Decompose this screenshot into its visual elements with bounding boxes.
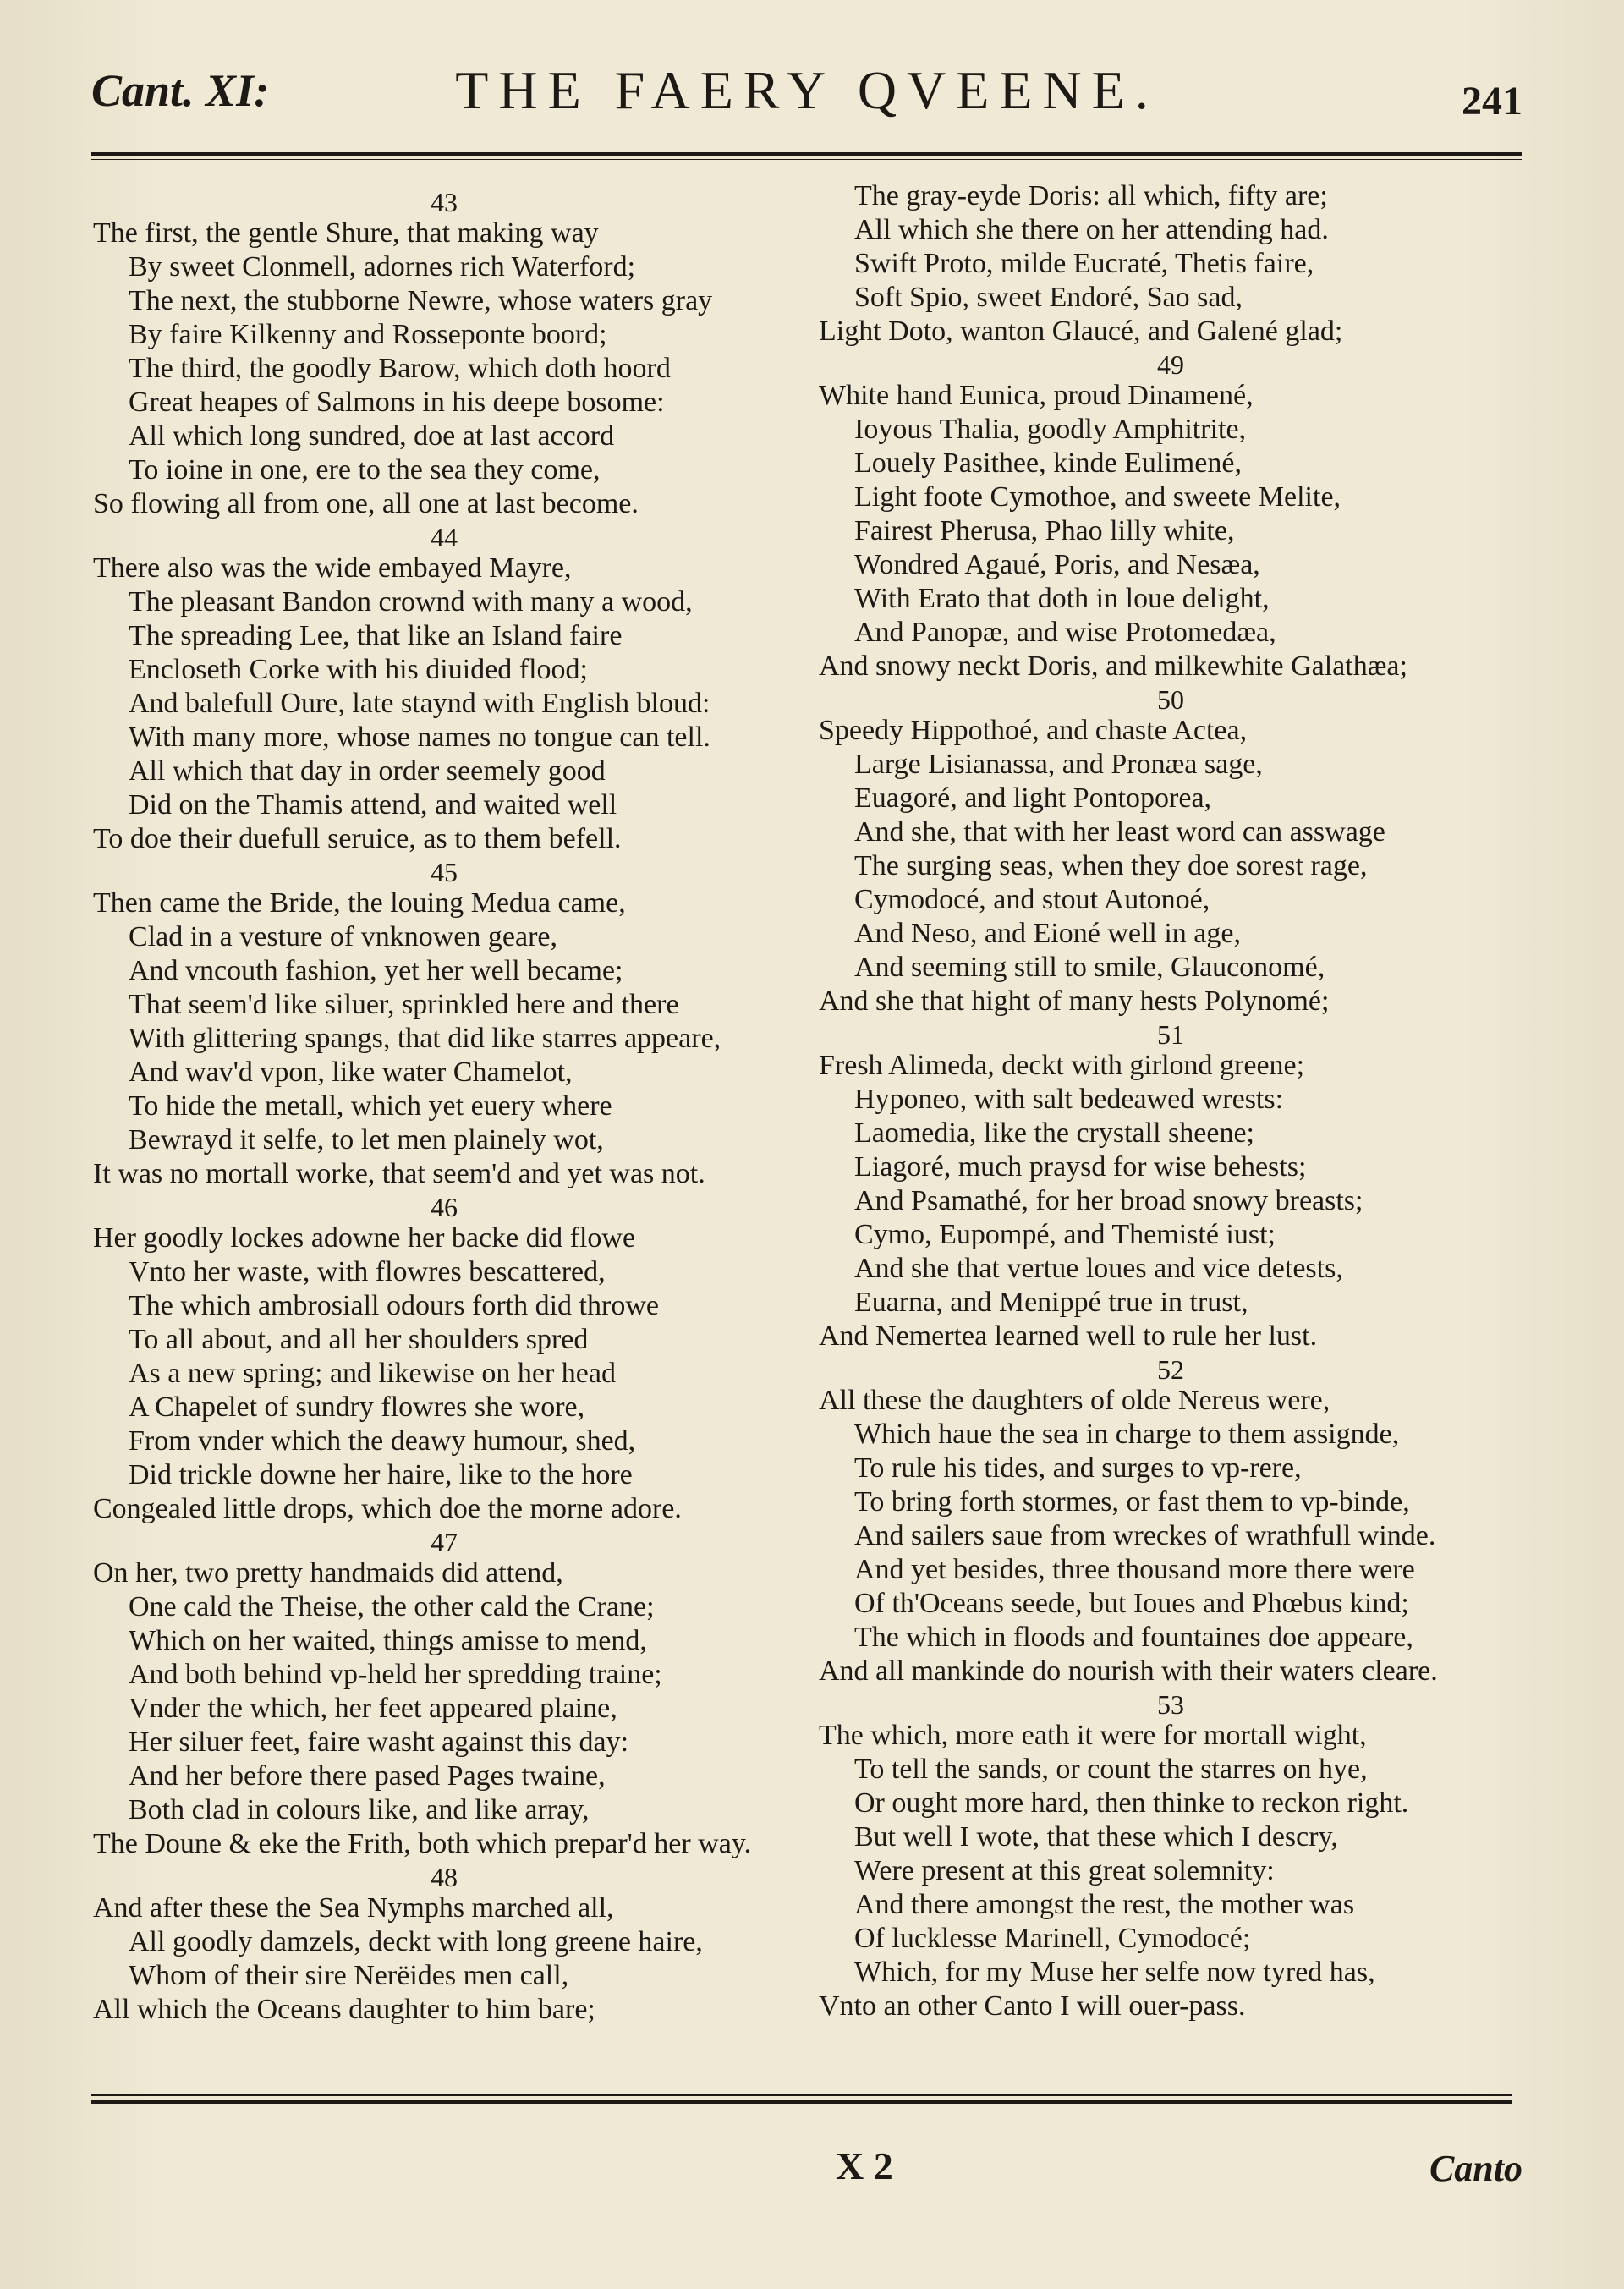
verse-line: Light Doto, wanton Glaucé, and Galené glad; [819,316,1343,347]
verse-line: The which, more eath it were for mortall wight, [819,1720,1367,1751]
verse-line: Fairest Pherusa, Phao lilly white, [854,515,1235,546]
book-title: THE FAERY QVEENE. [455,60,1159,120]
verse-line: Which haue the sea in charge to them assignde, [854,1419,1400,1450]
verse-line: Vnder the which, her feet appeared plaine, [129,1693,617,1724]
verse-line: So flowing all from one, all one at last become. [93,488,639,519]
verse-line: All which long sundred, doe at last accord [129,420,615,452]
verse-line: And snowy neckt Doris, and milkewhite Galathæa; [819,650,1407,682]
verse-line: With glittering spangs, that did like starres appeare, [129,1023,721,1054]
verse-line: The first, the gentle Shure, that making way [93,217,599,249]
verse-line: Fresh Alimeda, deckt with girlond greene; [819,1050,1305,1081]
verse-line: And Psamathé, for her broad snowy breasts; [854,1185,1363,1216]
signature-mark: X 2 [836,2144,893,2187]
stanza [819,1018,1522,1353]
verse-line: The gray-eyde Doris: all which, fifty are; [854,180,1328,211]
stanza [819,349,1522,683]
verse-line: Congealed little drops, which doe the morne adore. [93,1493,682,1524]
verse-line: Cymodocé, and stout Autonoé, [854,884,1210,915]
verse-line: Then came the Bride, the louing Medua came, [93,887,626,919]
verse-line: As a new spring; and likewise on her head [129,1358,616,1389]
stanza [93,521,795,856]
verse-line: To rule his tides, and surges to vp-rere, [854,1452,1302,1484]
verse-line: And there amongst the rest, the mother was [854,1889,1355,1920]
verse-line: Of th'Oceans seede, but Ioues and Phœbus kind; [854,1588,1409,1619]
verse-line: The next, the stubborne Newre, whose waters gray [129,285,713,316]
stanza-number: 48 [431,1862,458,1892]
verse-line: Both clad in colours like, and like array, [129,1794,590,1825]
verse-line: That seem'd like siluer, sprinkled here and there [129,989,679,1020]
stanza [93,186,795,521]
verse-line: To hide the metall, which yet euery where [129,1090,612,1122]
stanza-number: 45 [431,857,458,887]
right-column [819,179,1522,2023]
verse-line: Great heapes of Salmons in his deepe bosome: [129,387,665,418]
verse-line: With many more, whose names no tongue can tell. [129,722,710,753]
stanza-number: 53 [1157,1689,1184,1720]
left-column [93,186,795,2027]
stanza-number: 49 [1157,349,1184,380]
verse-line: Did trickle downe her haire, like to the hore [129,1459,633,1490]
verse-line: Euagoré, and light Pontoporea, [854,782,1212,814]
header-rule [91,152,1522,160]
canto-label: Cant. XI: [91,65,270,116]
verse-line: Swift Proto, milde Eucraté, Thetis faire, [854,248,1314,279]
verse-line: And her before there pased Pages twaine, [129,1760,606,1792]
stanza-number: 50 [1157,684,1184,715]
verse-line: To tell the sands, or count the starres on hye, [854,1754,1368,1785]
verse-line: Were present at this great solemnity: [854,1855,1275,1886]
stanza [93,1191,795,1526]
verse-line: Did on the Thamis attend, and waited well [129,789,617,821]
stanza [93,1861,795,2027]
verse-line: On her, two pretty handmaids did attend, [93,1557,563,1589]
verse-line: Cymo, Eupompé, and Themisté iust; [854,1219,1276,1250]
footer-rule [91,2094,1512,2104]
verse-line: Her goodly lockes adowne her backe did flowe [93,1222,636,1254]
verse-line: The which ambrosiall odours forth did throwe [129,1290,659,1321]
verse-line: And balefull Oure, late staynd with English bloud: [129,688,710,719]
verse-line: All goodly damzels, deckt with long greene haire, [129,1926,703,1957]
stanza-number: 52 [1157,1354,1184,1385]
verse-line: And seeming still to smile, Glauconomé, [854,952,1325,983]
verse-line: Her siluer feet, faire washt against this day: [129,1726,629,1758]
verse-line: And Panopæ, and wise Protomedæa, [854,617,1276,648]
verse-line: Liagoré, much praysd for wise behests; [854,1151,1307,1183]
verse-line: There also was the wide embayed Mayre, [93,552,572,584]
verse-line: A Chapelet of sundry flowres she wore, [129,1392,585,1423]
verse-line: And Nemertea learned well to rule her lust. [819,1320,1318,1352]
verse-line: The Doune & eke the Frith, both which prepar'd her way. [93,1828,752,1859]
verse-line: Louely Pasithee, kinde Eulimené, [854,447,1242,479]
verse-line: And after these the Sea Nymphs marched all, [93,1892,614,1924]
verse-line: Bewrayd it selfe, to let men plainely wot, [129,1124,604,1155]
verse-line: The surging seas, when they doe sorest rage, [854,850,1368,881]
verse-line: By faire Kilkenny and Rosseponte boord; [129,319,607,350]
verse-line: The pleasant Bandon crownd with many a wood, [129,586,693,618]
catchword: Canto [1429,2148,1522,2189]
verse-line: All which she there on her attending had. [854,214,1329,245]
verse-line: All these the daughters of olde Nereus were, [819,1385,1330,1416]
verse-line: And yet besides, three thousand more there were [854,1554,1415,1585]
verse-line: Soft Spio, sweet Endoré, Sao sad, [854,282,1243,313]
verse-line: By sweet Clonmell, adornes rich Waterford; [129,251,636,283]
verse-line: Laomedia, like the crystall sheene; [854,1117,1254,1149]
verse-line: Which on her waited, things amisse to mend, [129,1625,647,1656]
verse-line: And she, that with her least word can asswage [854,816,1385,848]
verse-line: And vncouth fashion, yet her well became; [129,955,623,986]
page-footer [91,2144,1522,2203]
verse-line: And Neso, and Eioné well in age, [854,918,1241,949]
verse-line: Ioyous Thalia, goodly Amphitrite, [854,414,1247,445]
verse-line: Clad in a vesture of vnknowen geare, [129,921,557,952]
verse-line: With Erato that doth in loue delight, [854,583,1270,614]
verse-line: To doe their duefull seruice, as to them befell. [93,823,622,854]
verse-line: But well I wote, that these which I descry, [854,1821,1338,1853]
stanza [93,1526,795,1861]
running-header [91,52,1522,145]
verse-line: Whom of their sire Nerëides men call, [129,1960,569,1991]
stanza-number: 47 [431,1527,458,1557]
verse-line: Wondred Agaué, Poris, and Nesæa, [854,549,1260,580]
stanza-number: 44 [431,522,458,552]
stanza [819,1688,1522,2023]
page-number: 241 [1462,79,1522,124]
stanza [819,1353,1522,1688]
verse-line: To all about, and all her shoulders spred [129,1324,589,1355]
stanza [93,856,795,1191]
verse-line: Light foote Cymothoe, and sweete Melite, [854,481,1341,513]
verse-line: It was no mortall worke, that seem'd and yet was not. [93,1158,705,1189]
verse-line: And all mankinde do nourish with their waters cleare. [819,1655,1438,1687]
verse-line: Vnto her waste, with flowres bescattered, [129,1256,606,1287]
verse-line: Hyponeo, with salt bedeawed wrests: [854,1084,1284,1115]
verse-line: Or ought more hard, then thinke to reckon right. [854,1787,1409,1819]
verse-line: The third, the goodly Barow, which doth hoord [129,353,671,384]
verse-line: All which that day in order seemely good [129,755,606,787]
verse-line: To bring forth stormes, or fast them to vp-binde, [854,1486,1410,1518]
verse-line: Vnto an other Canto I will ouer-pass. [819,1990,1246,2022]
verse-line: The which in floods and fountaines doe appeare, [854,1622,1413,1653]
verse-line: Euarna, and Menippé true in trust, [854,1287,1248,1318]
verse-line: And she that vertue loues and vice detests, [854,1253,1343,1284]
verse-line: Of lucklesse Marinell, Cymodocé; [854,1923,1251,1954]
verse-line: White hand Eunica, proud Dinamené, [819,380,1254,411]
verse-line: And sailers saue from wreckes of wrathfull winde. [854,1520,1436,1551]
verse-line: And wav'd vpon, like water Chamelot, [129,1057,573,1088]
stanza [819,683,1522,1018]
verse-line: Speedy Hippothoé, and chaste Actea, [819,715,1248,746]
verse-line: To ioine in one, ere to the sea they come, [129,454,601,486]
stanza [819,179,1522,349]
verse-line: And she that hight of many hests Polynomé; [819,985,1330,1017]
verse-line: The spreading Lee, that like an Island faire [129,620,623,651]
verse-line: Large Lisianassa, and Pronæa sage, [854,749,1263,780]
verse-line: Which, for my Muse her selfe now tyred has, [854,1957,1375,1988]
stanza-number: 43 [431,187,458,217]
verse-line: From vnder which the deawy humour, shed, [129,1425,636,1457]
stanza-number: 51 [1157,1019,1184,1050]
verse-line: And both behind vp-held her spredding traine; [129,1659,662,1690]
verse-line: All which the Oceans daughter to him bare; [93,1994,595,2025]
stanza-number: 46 [431,1192,458,1222]
verse-line: Encloseth Corke with his diuided flood; [129,654,588,685]
verse-line: One cald the Theise, the other cald the Crane; [129,1591,655,1622]
